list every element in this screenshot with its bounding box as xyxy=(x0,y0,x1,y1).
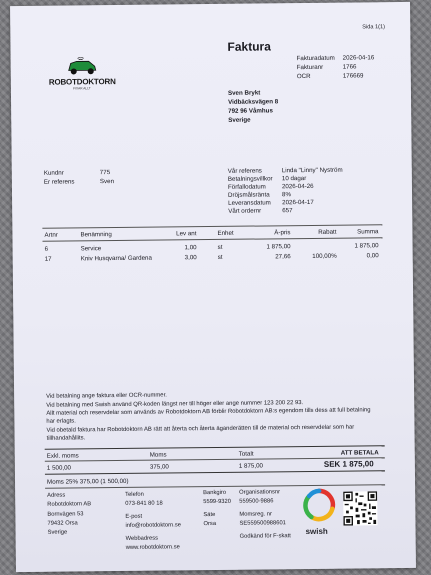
cell-benamning: Kniv Husqvarna/ Gardena xyxy=(80,254,152,263)
totals-bottom-rule xyxy=(45,470,385,475)
adress-line: Sverige xyxy=(47,529,68,536)
telefon-label: Telefon xyxy=(125,491,144,498)
customer-label: Kundnr xyxy=(43,169,64,177)
terms-label: Vårt ordernr xyxy=(228,207,262,215)
column-header: Summa xyxy=(357,228,379,236)
robot-mower-icon xyxy=(65,57,99,75)
terms-value: 2026-04-17 xyxy=(282,198,314,207)
cell-apris: 1 875,00 xyxy=(266,243,291,251)
fskatt-text: Godkänd för F-skatt xyxy=(239,533,291,540)
moms-label: Moms xyxy=(149,451,167,459)
cell-enhet: st xyxy=(217,253,223,261)
telefon-value: 073-841 80 18 xyxy=(125,500,163,507)
orgnr-label: Organisationsnr xyxy=(239,489,281,496)
cell-apris: 27,66 xyxy=(275,253,291,261)
exkl-moms-label: Exkl. moms xyxy=(46,452,79,460)
column-header: Benämning xyxy=(80,231,112,239)
customer-label: Er referens xyxy=(43,178,75,186)
customer-value: 775 xyxy=(99,169,111,177)
terms-label: Dröjsmålsränta xyxy=(228,191,270,199)
recipient-postal: 792 96 Våmhus xyxy=(228,107,273,115)
terms-label: Leveransdatum xyxy=(228,199,271,207)
meta-label: Fakturadatum xyxy=(296,54,335,63)
totals-top-rule xyxy=(45,445,385,450)
note-line: Allt material och reservdelar som används av Robotdoktorn AB förblir Robotdoktorn AB:s egendom tills dess att full betalning xyxy=(46,407,371,417)
page-indicator: Sida 1(1) xyxy=(362,24,386,31)
epost-value: info@robotdoktorn.se xyxy=(125,522,182,529)
note-line: tillhandahållits. xyxy=(46,435,86,442)
cell-summa: 1 875,00 xyxy=(354,242,379,250)
column-header: Rabatt xyxy=(318,228,337,236)
recipient-street: Vidbäcksvägen 8 xyxy=(228,98,279,106)
sate-label: Säte xyxy=(203,511,216,519)
note-line: har erlagts. xyxy=(46,418,76,425)
adress-line: Robotdoktorn AB xyxy=(47,501,92,508)
att-betala-label: ATT BETALA xyxy=(340,449,379,457)
cell-enhet: st xyxy=(217,243,223,251)
swish-logo-icon xyxy=(301,487,337,523)
cell-artnr: 6 xyxy=(44,245,49,253)
meta-value: 1766 xyxy=(342,63,357,71)
invoice-sheet xyxy=(10,2,416,572)
total-label: Totalt xyxy=(238,450,254,458)
terms-value: 8% xyxy=(282,191,292,199)
moms-breakdown: Moms 25% 375,00 (1 500,00) xyxy=(46,477,129,486)
cell-levant: 1,00 xyxy=(184,244,197,252)
webbadress-label: Webbadress xyxy=(125,535,159,542)
adress-line: 79432 Orsa xyxy=(47,520,78,527)
bankgiro-label: Bankgiro xyxy=(203,489,227,497)
cell-rabatt: 100,00% xyxy=(312,252,337,260)
meta-value: 2026-04-16 xyxy=(342,54,375,62)
momsreg-value: SE559500988601 xyxy=(239,520,286,527)
orgnr-value: 559500-9886 xyxy=(239,498,274,505)
note-line: Vid obetald faktura har Robotdoktorn AB rätt att återta och återta äganderätten till de material och reservdelar som har xyxy=(46,424,355,434)
momsreg-label: Momsreg. nr xyxy=(239,511,272,518)
meta-label: OCR xyxy=(296,72,311,81)
terms-label: Vår referens xyxy=(227,167,262,175)
customer-value: Sven xyxy=(99,178,115,186)
terms-value: 657 xyxy=(282,207,293,215)
company-logo xyxy=(49,55,115,92)
column-header: Artnr xyxy=(44,231,58,239)
meta-label: Fakturanr xyxy=(296,63,324,72)
att-betala-value: SEK 1 875,00 xyxy=(323,459,374,469)
bankgiro-value: 5599-9320 xyxy=(203,498,232,506)
cell-levant: 3,00 xyxy=(184,254,197,262)
cell-benamning: Service xyxy=(80,245,102,253)
meta-value: 176669 xyxy=(342,72,364,80)
recipient-country: Sverige xyxy=(228,116,251,124)
cell-summa: 0,00 xyxy=(366,252,379,260)
logo-brand: ROBOTDOKTORN xyxy=(48,77,116,87)
adress-line: Bornvägen 53 xyxy=(47,511,84,518)
logo-tagline: FIXAR ALLT xyxy=(73,86,91,91)
column-header: Enhet xyxy=(217,229,234,237)
note-line: Vid betalning med Swish använd QR-koden längst ner till höger eller ange nummer 123 200 22 93. xyxy=(46,400,304,409)
epost-label: E-post xyxy=(125,513,143,520)
terms-label: Förfallodatum xyxy=(227,183,266,191)
total-value: 1 875,00 xyxy=(238,462,264,470)
document-title: Faktura xyxy=(227,39,271,54)
cell-artnr: 17 xyxy=(44,255,52,263)
terms-label: Betalningsvillkor xyxy=(227,175,273,183)
column-header: Lev ant xyxy=(176,230,197,238)
terms-value: 2026-04-26 xyxy=(281,182,314,191)
terms-value: Linda "Linny" Nyström xyxy=(281,166,343,175)
moms-value: 375,00 xyxy=(149,463,169,471)
terms-value: 10 dagar xyxy=(281,175,307,183)
sate-value: Orsa xyxy=(203,520,217,528)
webbadress-value: www.robotdoktorn.se xyxy=(125,544,180,551)
recipient-name: Sven Brykt xyxy=(227,89,261,97)
adress-label: Adress xyxy=(47,492,66,499)
swish-label: swish xyxy=(305,526,328,537)
note-line: Vid betalning ange faktura eller OCR-nummer. xyxy=(46,392,167,400)
exkl-moms-value: 1 500,00 xyxy=(46,464,72,472)
swish-qr-code[interactable] xyxy=(343,491,377,525)
column-header: À-pris xyxy=(274,229,291,237)
